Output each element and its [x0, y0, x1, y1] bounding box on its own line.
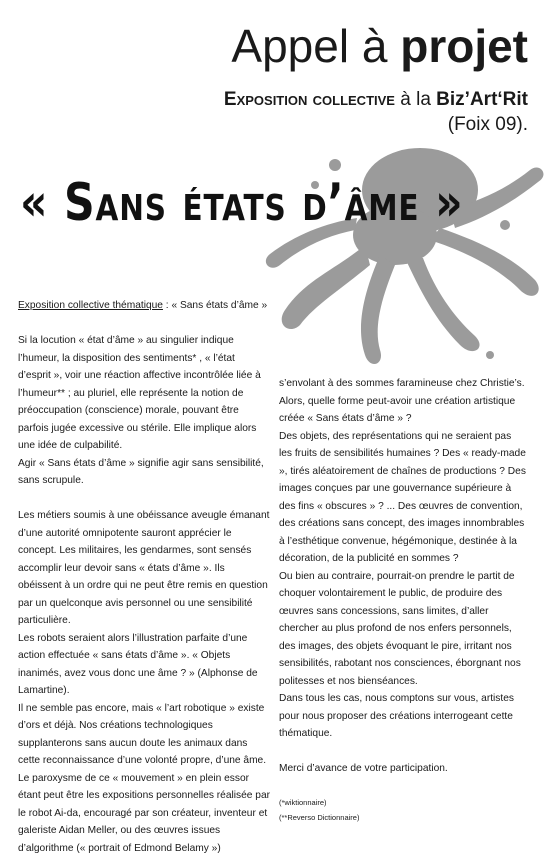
title-light: Appel à [231, 20, 400, 72]
paragraph: Ou bien au contraire, pourrait-on prendre le partit de choquer volontairement le public, de produire des œuvres sans concessions, sans limites, d’aller chercher au plus profond de nos enfers personnels, des images, des objets évoquant le pire, irritant nos sensibilités, rabotant nos consciences, éborgnant nos politesses et nos bienséances. [279, 568, 527, 691]
subtitle-event: Exposition collective [224, 89, 395, 110]
paragraph: Si la locution « état d’âme » au singulier indique l’humeur, la disposition des sentiments* , « l’état d’esprit », voir une réaction affective incontrôlée liée à l’humeur** ; au pluriel, elle représente la notion de préoccupation (conscience) morale, pouvant être parfois jugée excessive ou stérile. Elle implique alors une idée de culpabilité. [18, 332, 270, 455]
theme-title: « Sans états d’âme » [20, 168, 463, 238]
subtitle-venue: Biz’Art‘Rit [436, 89, 528, 110]
intro-line [18, 297, 270, 315]
paragraph: Le paroxysme de ce « mouvement » en plein essor étant peut être les expositions personnelles réalisée par le robot Ai-da, encouragé par son créateur, inventeur et galeriste Aidan Meller, ou des œuvres issues d’algorithme (« portrait of Edmond Belamy ») [18, 770, 270, 857]
intro-label: Exposition collective thématique [18, 300, 163, 311]
intro-rest: : « Sans états d’âme » [163, 300, 267, 311]
page-subtitle [0, 88, 528, 112]
paragraph: s’envolant à des sommes faramineuse chez Christie’s. Alors, quelle forme peut-avoir une création artistique créée « Sans états d’âme » ? [279, 375, 527, 428]
paragraph: Les robots seraient alors l’illustration parfaite d’une action effectuée « sans états d’âme ». « Objets inanimés, avez vous donc une âme ? » (Alphonse de Lamartine). [18, 630, 270, 700]
footnote: (**Reverso Dictionnaire) [279, 810, 527, 825]
left-column [18, 297, 270, 857]
thanks-line: Merci d’avance de votre participation. [279, 760, 527, 778]
page-title [0, 20, 528, 72]
paragraph: Des objets, des représentations qui ne seraient pas les fruits de sensibilités humaines ? Des « ready-made », tirés aléatoirement de chaînes de productions ? Des images conçues par une gouvernance supérieure à des fins « obscures » ? ... Des œuvres de convention, des créations sans concept, des images innombrables à l’esthétique convenue, hégémonique, destinée à la décoration, de la publicité en sommes ? [279, 428, 527, 568]
footnote: (*wiktionnaire) [279, 795, 527, 810]
subtitle-mid: à la [395, 89, 436, 110]
paragraph: Agir « Sans états d’âme » signifie agir sans sensibilité, sans scrupule. [18, 455, 270, 490]
paragraph: Il ne semble pas encore, mais « l’art robotique » existe d’ors et déjà. Nos créations technologiques supplanterons sans aucun doute les animaux dans cette reconnaissance d’une volonté propre, d’une âme. [18, 700, 270, 770]
paragraph: Dans tous les cas, nous comptons sur vous, artistes pour nous proposer des créations interrogeant cette thématique. [279, 690, 527, 743]
location-text: (Foix 09). [0, 113, 528, 137]
right-column [279, 375, 527, 825]
paragraph: Les métiers soumis à une obéissance aveugle émanant d’une autorité omnipotente sauront apprécier le concept. Les militaires, les gendarmes, sont sensés accomplir leur devoir sans « états d’âme ». Ils obéissent à un ordre qui ne peut être remis en question par un quelconque avis personnel ou une sensibilité particulière. [18, 507, 270, 630]
title-bold: projet [400, 20, 528, 72]
